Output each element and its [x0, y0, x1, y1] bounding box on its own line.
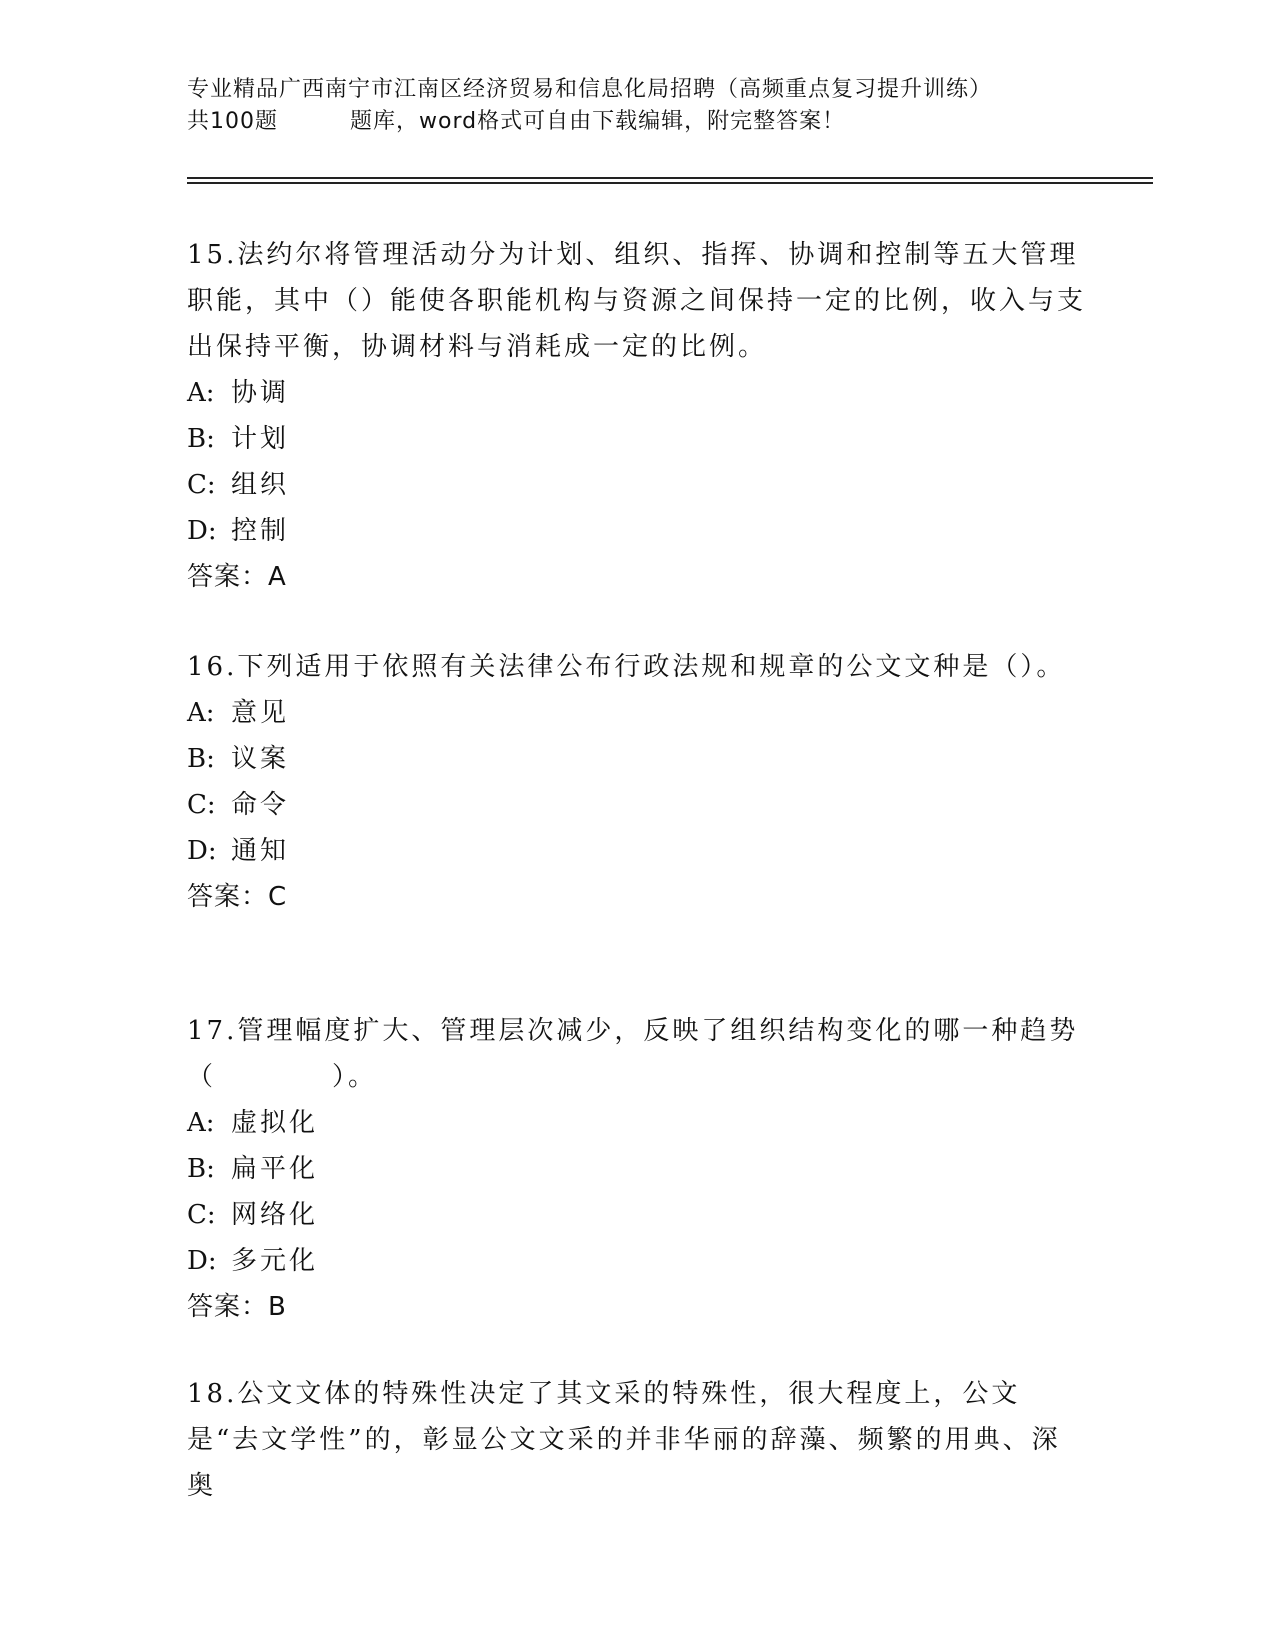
option-c — [187, 1192, 1087, 1238]
option-letter: C: — [187, 470, 216, 500]
option-letter: A: — [187, 378, 215, 408]
answer-line: 答案：C — [187, 882, 288, 912]
question-18 — [187, 1371, 1087, 1509]
option-text: 通知 — [231, 836, 290, 866]
question-stem: 17.管理幅度扩大、管理层次减少，反映了组织结构变化的哪一种趋势（ ）。 — [187, 1016, 1079, 1092]
option-text: 协调 — [231, 378, 290, 408]
option-text: 扁平化 — [231, 1154, 319, 1184]
option-d — [187, 1238, 1087, 1284]
header-subtitle-line — [187, 106, 1087, 138]
option-text: 议案 — [231, 744, 290, 774]
option-text: 虚拟化 — [231, 1108, 319, 1138]
option-text: 网络化 — [231, 1200, 319, 1230]
option-text: 组织 — [231, 470, 290, 500]
question-stem: 16.下列适用于依照有关法律公布行政法规和规章的公文文种是（）。 — [187, 652, 1066, 682]
option-c — [187, 462, 1087, 508]
option-d — [187, 508, 1087, 554]
header-title-line: 专业精品广西南宁市江南区经济贸易和信息化局招聘（高频重点复习提升训练） — [187, 77, 993, 102]
option-a — [187, 690, 1087, 736]
option-letter: C: — [187, 1200, 216, 1230]
option-text: 计划 — [231, 424, 290, 454]
option-d — [187, 828, 1087, 874]
option-text: 意见 — [231, 698, 290, 728]
option-b — [187, 1146, 1087, 1192]
option-c — [187, 782, 1087, 828]
option-text: 多元化 — [231, 1246, 319, 1276]
header-divider-top — [187, 177, 1153, 179]
option-letter: B: — [187, 744, 215, 774]
option-a — [187, 1100, 1087, 1146]
question-15 — [187, 232, 1087, 600]
option-b — [187, 736, 1087, 782]
answer-line: 答案：B — [187, 1292, 287, 1322]
option-letter: B: — [187, 1154, 215, 1184]
header-question-count: 共100题 — [187, 109, 278, 134]
question-stem: 18.公文文体的特殊性决定了其文采的特殊性，很大程度上，公文是“去文学性”的，彰显公文文采的并非华丽的辞藻、频繁的用典、深奥 — [187, 1379, 1061, 1501]
header-divider-bottom — [187, 182, 1153, 184]
option-letter: D: — [187, 836, 217, 866]
option-b — [187, 416, 1087, 462]
option-letter: D: — [187, 516, 217, 546]
header-description: 题库，word格式可自由下载编辑，附完整答案！ — [350, 109, 846, 134]
document-header — [187, 74, 1087, 138]
option-letter: D: — [187, 1246, 217, 1276]
option-a — [187, 370, 1087, 416]
question-16 — [187, 644, 1087, 920]
option-letter: C: — [187, 790, 216, 820]
answer-line: 答案：A — [187, 562, 287, 592]
option-text: 命令 — [231, 790, 290, 820]
option-letter: A: — [187, 1108, 215, 1138]
option-letter: A: — [187, 698, 215, 728]
option-text: 控制 — [231, 516, 290, 546]
question-17 — [187, 1008, 1087, 1330]
question-stem: 15.法约尔将管理活动分为计划、组织、指挥、协调和控制等五大管理职能，其中（）能使各职能机构与资源之间保持一定的比例，收入与支出保持平衡，协调材料与消耗成一定的比例。 — [187, 240, 1087, 362]
option-letter: B: — [187, 424, 215, 454]
